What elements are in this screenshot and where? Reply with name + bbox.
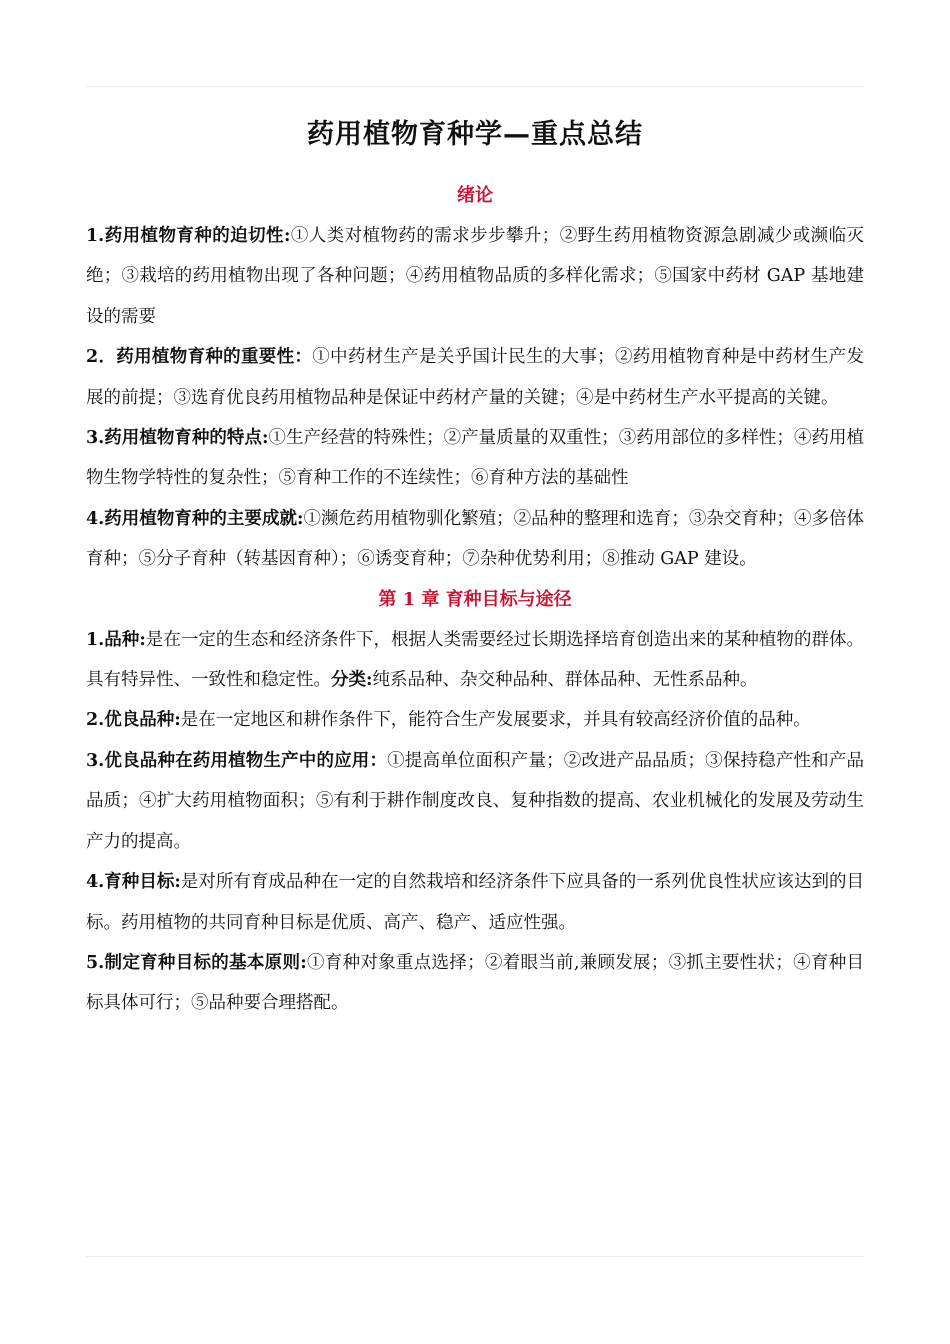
entry-term: 3.药用植物育种的特点: xyxy=(86,428,269,449)
entry-text-classification: 纯系品种、杂交种品种、群体品种、无性系品种。 xyxy=(372,670,758,691)
entry-term: 1.药用植物育种的迫切性: xyxy=(86,226,291,246)
entry-superior-variety xyxy=(86,700,864,740)
entry-principles xyxy=(86,943,864,1024)
section-heading: 第 1 章 育种目标与途径 xyxy=(378,588,572,610)
entry-breeding-goal xyxy=(86,862,864,943)
entry-term: 3.优良品种在药用植物生产中的应用： xyxy=(86,750,388,771)
document-title: 药用植物育种学—重点总结 xyxy=(307,119,643,150)
entry-text: 是在一定的生态和经济条件下，根据人类需要经过长期选择培育创造出来的某种植物的群体。具有特异性、一致性和稳定性。 xyxy=(86,629,864,691)
entry-term: 4.药用植物育种的主要成就: xyxy=(86,508,304,529)
entry-variety xyxy=(86,620,864,701)
document-page xyxy=(86,112,864,1024)
entry-text: ①提高单位面积产量；②改进产品品质；③保持稳产性和产品品质；④扩大药用植物面积；⑤有利于耕作制度改良、复种指数的提高、农业机械化的发展及劳动生产力的提高。 xyxy=(86,750,864,852)
section-heading: 绪论 xyxy=(457,185,493,206)
entry-term: 2.优良品种: xyxy=(86,710,181,731)
entry-importance xyxy=(86,337,864,418)
entry-urgency xyxy=(86,216,864,337)
entry-text: ①中药材生产是关乎国计民生的大事；②药用植物育种是中药材生产发展的前提；③选育优良药用植物品种是保证中药材产量的关键；④是中药材生产水平提高的关键。 xyxy=(86,347,864,408)
entry-term-classification: 分类: xyxy=(331,670,373,691)
entry-text: ①濒危药用植物驯化繁殖；②品种的整理和选育；③杂交育种；④多倍体育种；⑤分子育种（转基因育种）；⑥诱变育种；⑦杂种优势利用；⑧推动 GAP 建设。 xyxy=(86,508,864,570)
entry-term: 4.育种目标: xyxy=(86,872,181,893)
bottom-divider xyxy=(86,1256,864,1257)
entry-text: ①人类对植物药的需求步步攀升；②野生药用植物资源急剧减少或濒临灭绝；③栽培的药用植物出现了各种问题；④药用植物品质的多样化需求；⑤国家中药材 GAP 基地建设的需要 xyxy=(86,226,864,327)
entry-term: 5.制定育种目标的基本原则: xyxy=(86,952,307,973)
entry-achievements xyxy=(86,499,864,580)
entry-features xyxy=(86,418,864,499)
section-introduction xyxy=(86,176,864,580)
top-divider xyxy=(86,86,864,87)
entry-term: 2．药用植物育种的重要性： xyxy=(86,347,313,368)
entry-application xyxy=(86,741,864,862)
section-chapter-1 xyxy=(86,580,864,1024)
entry-text: ①育种对象重点选择；②着眼当前,兼顾发展；③抓主要性状；④育种目标具体可行；⑤品种要合理搭配。 xyxy=(86,952,865,1014)
entry-text: 是对所有育成品种在一定的自然栽培和经济条件下应具备的一系列优良性状应该达到的目标。药用植物的共同育种目标是优质、高产、稳产、适应性强。 xyxy=(86,872,865,933)
entry-text: 是在一定地区和耕作条件下，能符合生产发展要求，并具有较高经济价值的品种。 xyxy=(180,710,811,731)
entry-term: 1.品种: xyxy=(86,629,146,650)
entry-text: ①生产经营的特殊性；②产量质量的双重性；③药用部位的多样性；④药用植物生物学特性的复杂性；⑤育种工作的不连续性；⑥育种方法的基础性 xyxy=(86,428,864,489)
